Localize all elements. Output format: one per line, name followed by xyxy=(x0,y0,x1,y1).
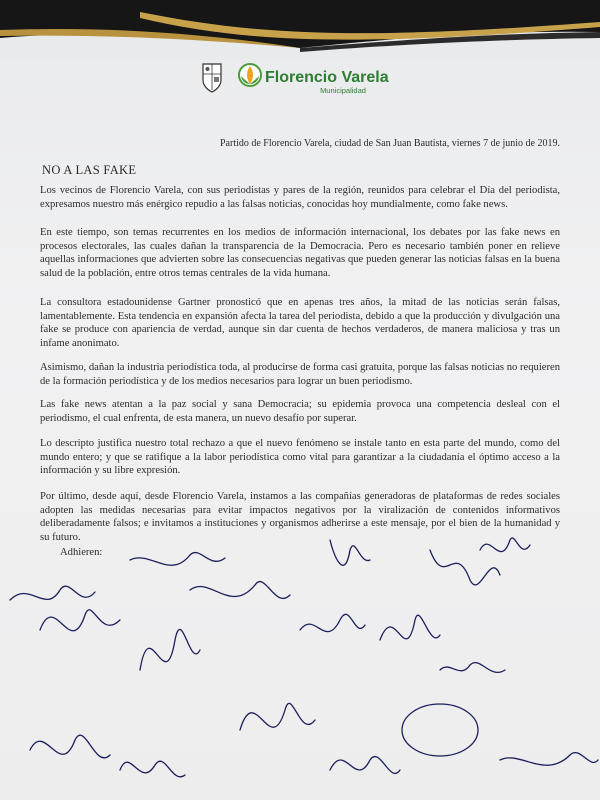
signature-scribble xyxy=(30,735,110,758)
signature-text: Hilario Maldonado xyxy=(328,735,401,762)
signature-text: Hilario en Color xyxy=(424,669,503,683)
signature-scribble xyxy=(480,538,530,552)
signature-scribble xyxy=(440,663,505,673)
signature-scribble xyxy=(190,582,290,599)
paragraph-4: Asimismo, dañan la industria periodística toda, al producirse de forma casi gratuita, porque las falsas noticias no requieren de la formación periodística y de los medios necesarios para lograr un buen periodismo. xyxy=(40,362,560,387)
signature-scribble xyxy=(10,586,95,600)
signature-scribble xyxy=(430,550,500,585)
paragraph-2: En este tiempo, son temas recurrentes en los medios de información internacional, los debates por las fake news en procesos electorales, las cuales dañan la transparencia de la Democracia. Pero es necesario también poner en relieve aquellas informaciones que advierten sobre las consecuencias negativas que pueden generar las noticias falsas en la buena salud de la población, entre otros temas centrales de la vida humana. xyxy=(40,227,560,279)
signature-text: Hilario Ortiz xyxy=(295,649,338,687)
adhieren-label: Adhieren: xyxy=(60,547,103,558)
signature-scribble xyxy=(40,610,120,631)
signatures-area xyxy=(0,520,600,800)
signature-scribble xyxy=(380,615,440,640)
signature-text: Roberto Zarlanga xyxy=(492,760,572,795)
signature-text: Nahuel xyxy=(313,557,347,573)
signature-text: Somos Ltd xyxy=(499,603,548,615)
signature-text: J. Benavides xyxy=(368,769,425,791)
paragraph-7: Por último, desde aquí, desde Florencio Varela, instamos a las compañías generadoras de plataformas de redes sociales adopten las medidas necesarias para evitar impactos negativos por la viralización de contenidos informativos deliberadamente falsos; e invitamos a instituciones y organismos adherirse a este mensaje, por el bien de la humanidad y su futuro. xyxy=(40,491,560,543)
florencio-varela-logo-icon xyxy=(239,64,261,86)
signature-scribble xyxy=(330,757,400,774)
signature-text: Hilario Mi Radio xyxy=(238,660,302,682)
signature-text: Florencio Varela xyxy=(196,581,257,622)
signature-scribble xyxy=(330,540,370,565)
signature-text: Alicia Vicente xyxy=(32,739,87,767)
header-decorative-band xyxy=(0,0,600,60)
signature-scribble xyxy=(500,753,598,766)
signature-text: Silvina Puggiari xyxy=(9,673,80,688)
document-title: NO A LAS FAKE xyxy=(42,163,137,177)
place-and-date: Partido de Florencio Varela, ciudad de San Juan Bautista, viernes 7 de junio de 2019. xyxy=(219,138,560,149)
signature-text: Mario Medina xyxy=(239,696,301,713)
signature-text: Jun Cor xyxy=(525,537,566,569)
signature-scribble xyxy=(300,614,365,631)
municipality-subtitle: Municipalidad xyxy=(320,86,366,95)
municipal-shield-icon xyxy=(203,64,221,92)
signature-scribble xyxy=(130,553,225,566)
paragraph-5: Las fake news atentan a la paz social y sana Democracia; su epidemia provoca una competencia desleal con el periodismo, el cual enfrenta, de esta manera, un nuevo desafío por superar. xyxy=(40,399,560,424)
signature-scribble xyxy=(120,761,185,777)
signature-loop xyxy=(402,704,478,756)
header-logos xyxy=(0,60,600,106)
signature-scribble xyxy=(140,629,200,670)
paragraph-6: Lo descripto justifica nuestro total rechazo a que el nuevo fenómeno se instale tanto en esta parte del mundo, como del mundo entero; y que se ratifique a la labor periodística como vital para garantizar a la ciudadanía el óptimo acceso a la información y su libre expresión. xyxy=(40,438,560,477)
signature-text: FM Barrio xyxy=(477,629,536,647)
signature-scribble xyxy=(240,703,315,730)
signature-text: Claudio Blanco xyxy=(164,685,232,705)
paragraph-1: Los vecinos de Florencio Varela, con sus periodistas y pares de la región, reunidos para celebrar el Día del periodista, expresamos nuestro más enérgico repudio a las falsas noticias, conocidas hoy mundialmente, como fake news. xyxy=(40,185,560,210)
municipality-name: Florencio Varela xyxy=(265,69,389,86)
paragraph-3: La consultora estadounidense Gartner pronosticó que en apenas tres años, la mitad de las noticias serán falsas, lamentablemente. Esta tendencia en expansión afecta la tarea del periodista, debido a que la producción y divulgación una fake se produce con apariencia de verdad, aunque sin dar cuenta de hechos verdaderos, de manera maliciosa y tras un infame anonimato. xyxy=(40,297,560,349)
